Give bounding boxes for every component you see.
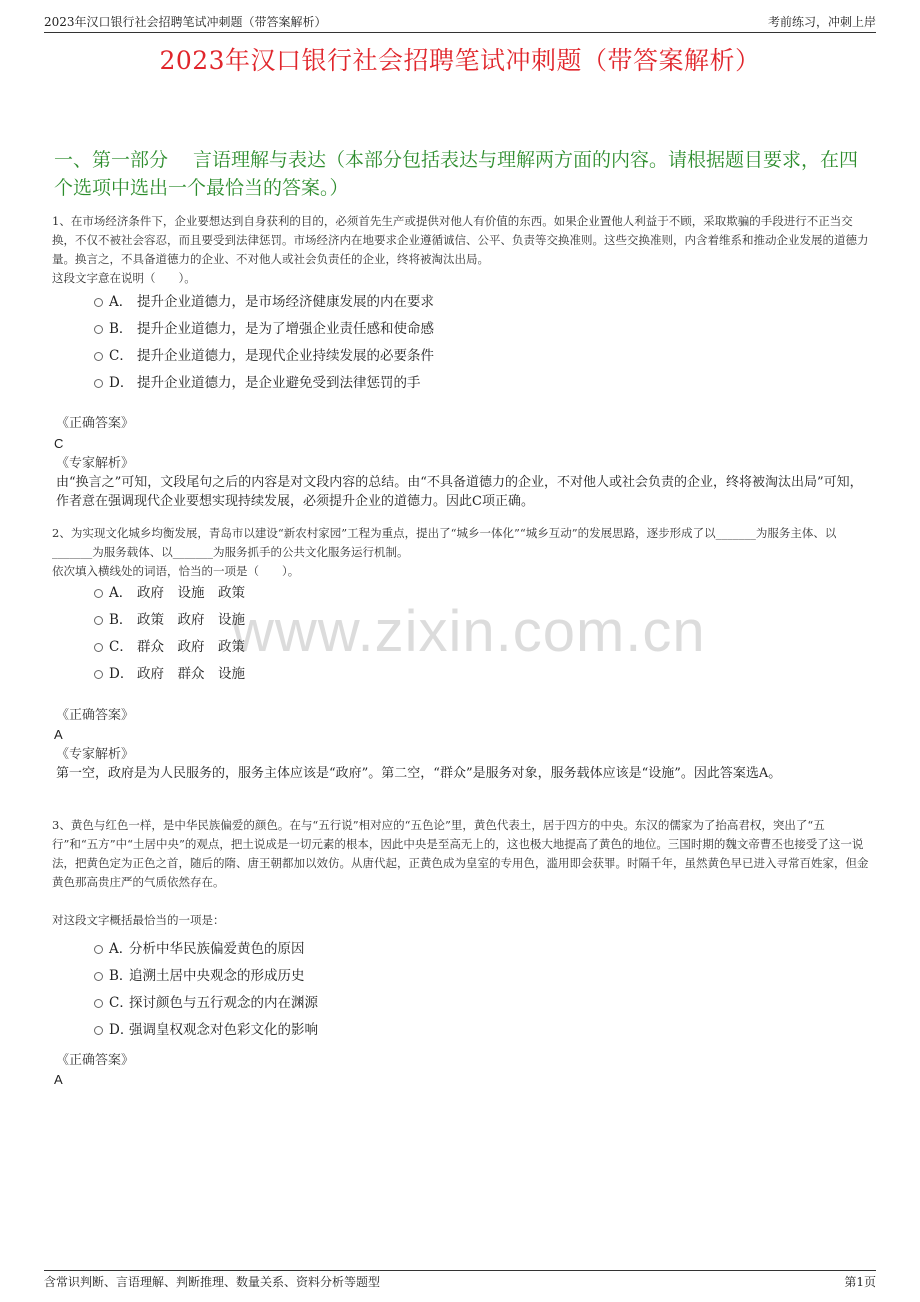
question-1-options [94, 289, 434, 397]
correct-answer-label: 《正确答案》 [56, 708, 135, 723]
page-footer [44, 1270, 876, 1289]
option-letter: B． [109, 321, 133, 337]
option-a[interactable] [94, 936, 318, 963]
radio-icon[interactable] [94, 643, 103, 652]
option-b[interactable] [94, 607, 245, 634]
option-d[interactable] [94, 661, 245, 688]
option-text: 提升企业道德力，是企业避免受到法律惩罚的手 [137, 375, 421, 391]
radio-icon[interactable] [94, 352, 103, 361]
radio-icon[interactable] [94, 589, 103, 598]
question-2-stem [52, 524, 870, 581]
option-text: 提升企业道德力，是为了增强企业责任感和使命感 [137, 321, 434, 337]
section-title: 一、第一部分 言语理解与表达（本部分包括表达与理解两方面的内容。请根据题目要求，在四个选项中选出一个最恰当的答案。） [54, 149, 859, 199]
question-3-options [94, 936, 318, 1044]
correct-answer-value: A [54, 727, 63, 742]
option-c[interactable] [94, 990, 318, 1017]
option-letter: C． [109, 995, 133, 1011]
option-b[interactable] [94, 963, 318, 990]
radio-icon[interactable] [94, 670, 103, 679]
option-d[interactable] [94, 370, 434, 397]
question-stem-text: 1、在市场经济条件下，企业要想达到自身获利的目的，必须首先生产或提供对他人有价值的东西。如果企业置他人利益于不顾，采取欺骗的手段进行不正当交换，不仅不被社会容忍，而且要受到法律惩罚。市场经济内在地要求企业遵循诚信、公平、负责等交换准则。这些交换准则，内含着维系和推动企业发展的道德力量。换言之，不具备道德力的企业、不对他人或社会负责任的企业，终将被淘汰出局。 [52, 214, 869, 266]
option-c[interactable] [94, 634, 245, 661]
correct-answer-label: 《正确答案》 [56, 1053, 135, 1068]
question-1-stem [52, 212, 870, 288]
question-prompt: 依次填入横线处的词语，恰当的一项是（ ）。 [52, 564, 300, 578]
radio-icon[interactable] [94, 379, 103, 388]
option-b[interactable] [94, 316, 434, 343]
question-2-options [94, 580, 245, 688]
radio-icon[interactable] [94, 945, 103, 954]
page-title: 2023年汉口银行社会招聘笔试冲刺题（带答案解析） [159, 46, 761, 75]
header-slogan: 考前练习，冲刺上岸 [767, 15, 876, 29]
option-text: 分析中华民族偏爱黄色的原因 [129, 941, 305, 957]
option-text: 政策 政府 设施 [137, 612, 245, 628]
option-letter: A． [109, 585, 133, 601]
question-stem-text: 3、黄色与红色一样，是中华民族偏爱的颜色。在与“五行说”相对应的“五色论”里，黄色代表土，居于四方的中央。东汉的儒家为了抬高君权，突出了“五行”和“五方”中“土居中央”的观点，把土说成是一切元素的根本，因此中央是至高无上的，这也极大地提高了黄色的地位。三国时期的魏文帝曹丕也接受了这一说法，把黄色定为正色之首，随后的隋、唐王朝都加以效仿。从唐代起，正黄色成为皇室的专用色，滥用即会获罪。时隔千年，虽然黄色早已进入寻常百姓家，但金黄色那高贵庄严的气质依然存在。 [52, 818, 869, 889]
option-text: 追溯土居中央观念的形成历史 [129, 968, 305, 984]
radio-icon[interactable] [94, 616, 103, 625]
option-text: 强调皇权观念对色彩文化的影响 [129, 1022, 318, 1038]
expert-analysis-label: 《专家解析》 [56, 747, 135, 762]
page-header [44, 12, 876, 33]
option-c[interactable] [94, 343, 434, 370]
option-a[interactable] [94, 580, 245, 607]
radio-icon[interactable] [94, 325, 103, 334]
option-text: 探讨颜色与五行观念的内在渊源 [129, 995, 318, 1011]
expert-analysis-text: 第一空，政府是为人民服务的，服务主体应该是“政府”。第二空，“群众”是服务对象，服务载体应该是“设施”。因此答案选A。 [56, 766, 782, 781]
option-text: 群众 政府 政策 [137, 639, 245, 655]
option-a[interactable] [94, 289, 434, 316]
option-text: 政府 设施 政策 [137, 585, 245, 601]
radio-icon[interactable] [94, 999, 103, 1008]
expert-analysis-label: 《专家解析》 [56, 456, 135, 471]
option-letter: C． [109, 639, 133, 655]
radio-icon[interactable] [94, 298, 103, 307]
correct-answer-value: C [54, 436, 64, 451]
option-letter: A． [109, 294, 133, 310]
page-number: 第1页 [844, 1275, 876, 1289]
question-stem-text: 2、为实现文化城乡均衡发展，青岛市以建设“新农村家园”工程为重点，提出了“城乡一体化”“城乡互动”的发展思路，逐步形成了以_______为服务主体、以_______为服务载体、以_______为服务抓手的公共文化服务运行机制。 [52, 526, 837, 559]
footer-topics: 含常识判断、言语理解、判断推理、数量关系、资料分析等题型 [44, 1275, 381, 1289]
option-text: 提升企业道德力，是市场经济健康发展的内在要求 [137, 294, 434, 310]
question-3-stem [52, 816, 870, 930]
option-letter: C． [109, 348, 133, 364]
option-letter: D． [109, 666, 134, 682]
question-prompt: 这段文字意在说明（ ）。 [52, 271, 196, 285]
option-letter: B． [109, 968, 133, 984]
question-prompt: 对这段文字概括最恰当的一项是： [52, 913, 225, 927]
option-letter: A． [109, 941, 133, 957]
option-letter: B． [109, 612, 133, 628]
option-letter: D． [109, 1022, 134, 1038]
radio-icon[interactable] [94, 1026, 103, 1035]
header-doc-title: 2023年汉口银行社会招聘笔试冲刺题（带答案解析） [44, 15, 327, 29]
correct-answer-value: A [54, 1072, 63, 1087]
correct-answer-label: 《正确答案》 [56, 416, 135, 431]
watermark: www.zixin.com.cn [232, 599, 706, 664]
option-letter: D． [109, 375, 134, 391]
radio-icon[interactable] [94, 972, 103, 981]
expert-analysis-text: 由“换言之”可知，文段尾句之后的内容是对文段内容的总结。由“不具备道德力的企业，不对他人或社会负责的企业，终将被淘汰出局”可知，作者意在强调现代企业要想实现持续发展，必须提升企业的道德力。因此C项正确。 [56, 475, 863, 509]
option-text: 提升企业道德力，是现代企业持续发展的必要条件 [137, 348, 434, 364]
option-d[interactable] [94, 1017, 318, 1044]
option-text: 政府 群众 设施 [137, 666, 245, 682]
